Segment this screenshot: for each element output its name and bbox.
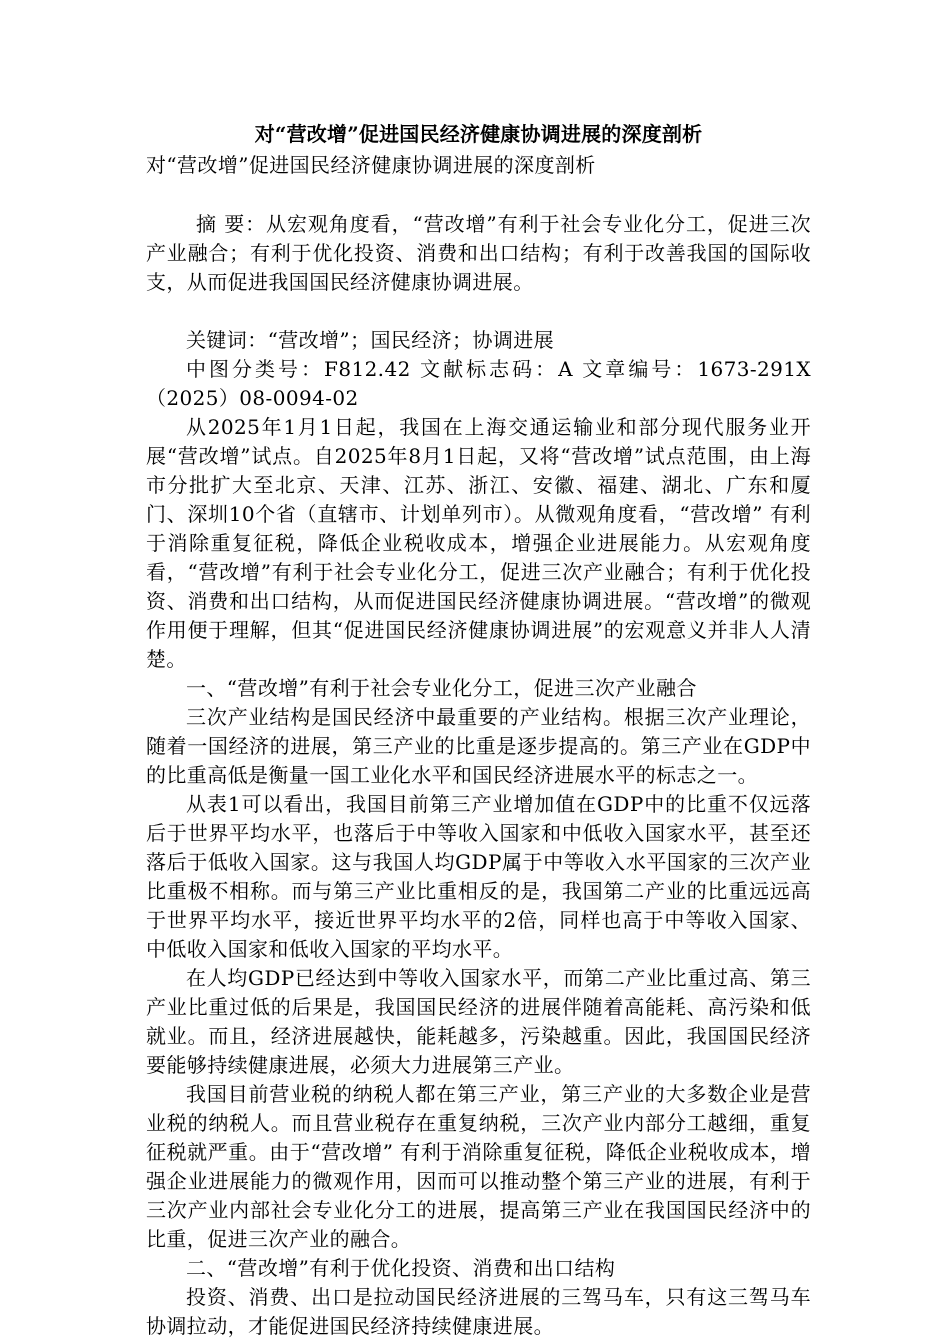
classification-info: 中图分类号：F812.42 文献标志码：A 文章编号：1673-291X（2025）08-0094-02 bbox=[146, 357, 811, 410]
paragraph: 在人均GDP已经达到中等收入国家水平，而第二产业比重过高、第三产业比重过低的后果是，我国国民经济的进展伴随着高能耗、高污染和低就业。而且，经济进展越快，能耗越多，污染越重。因此，我国国民经济要能够持续健康进展，必须大力进展第三产业。 bbox=[146, 966, 811, 1077]
document-subtitle: 对“营改增”促进国民经济健康协调进展的深度剖析 bbox=[146, 153, 596, 177]
paragraph: 投资、消费、出口是拉动国民经济进展的三驾马车，只有这三驾马车协调拉动，才能促进国民经济持续健康进展。 bbox=[146, 1285, 811, 1338]
paragraph-intro: 从2025年1月1日起，我国在上海交通运输业和部分现代服务业开展“营改增”试点。自2025年8月1日起，又将“营改增”试点范围，由上海市分批扩大至北京、天津、江苏、浙江、安徽、福建、湖北、广东和厦门、深圳10个省（直辖市、计划单列市）。从微观角度看，“营改增” 有利于消除重复征税，降低企业税收成本，增强企业进展能力。从宏观角度看，“营改增”有利于社会专业化分工，促进三次产业融合；有利于优化投资、消费和出口结构，从而促进国民经济健康协调进展。“营改增”的微观作用便于理解，但其“促进国民经济健康协调进展”的宏观意义并非人人清楚。 bbox=[146, 415, 811, 671]
spacer bbox=[146, 297, 811, 326]
spacer bbox=[146, 180, 811, 210]
document-title: 对“营改增”促进国民经济健康协调进展的深度剖析 bbox=[254, 122, 703, 146]
paragraph: 从表1可以看出，我国目前第三产业增加值在GDP中的比重不仅远落后于世界平均水平，也落后于中等收入国家和中低收入国家水平，甚至还落后于低收入国家。这与我国人均GDP属于中等收入水平国家的三次产业比重极不相称。而与第三产业比重相反的是，我国第二产业的比重远远高于世界平均水平，接近世界平均水平的2倍，同样也高于中等收入国家、中低收入国家和低收入国家的平均水平。 bbox=[146, 792, 811, 961]
section-heading-1: 一、“营改增”有利于社会专业化分工，促进三次产业融合 bbox=[186, 676, 697, 700]
abstract: 摘 要：从宏观角度看，“营改增”有利于社会专业化分工，促进三次产业融合；有利于优化投资、消费和出口结构；有利于改善我国的国际收支，从而促进我国国民经济健康协调进展。 bbox=[146, 212, 811, 294]
paragraph: 三次产业结构是国民经济中最重要的产业结构。根据三次产业理论，随着一国经济的进展，第三产业的比重是逐步提高的。第三产业在GDP中的比重高低是衡量一国工业化水平和国民经济进展水平的标志之一。 bbox=[146, 705, 811, 787]
paragraph: 我国目前营业税的纳税人都在第三产业，第三产业的大多数企业是营业税的纳税人。而且营业税存在重复纳税，三次产业内部分工越细，重复征税就严重。由于“营改增” 有利于消除重复征税，降低企业税收成本，增强企业进展能力的微观作用，因而可以推动整个第三产业的进展，有利于三次产业内部社会专业化分工的进展，提高第三产业在我国国民经济中的比重，促进三次产业的融合。 bbox=[146, 1082, 811, 1251]
keywords: 关键词：“营改增”；国民经济；协调进展 bbox=[186, 328, 555, 352]
section-heading-2: 二、“营改增”有利于优化投资、消费和出口结构 bbox=[186, 1256, 616, 1280]
document-page bbox=[146, 118, 811, 1341]
